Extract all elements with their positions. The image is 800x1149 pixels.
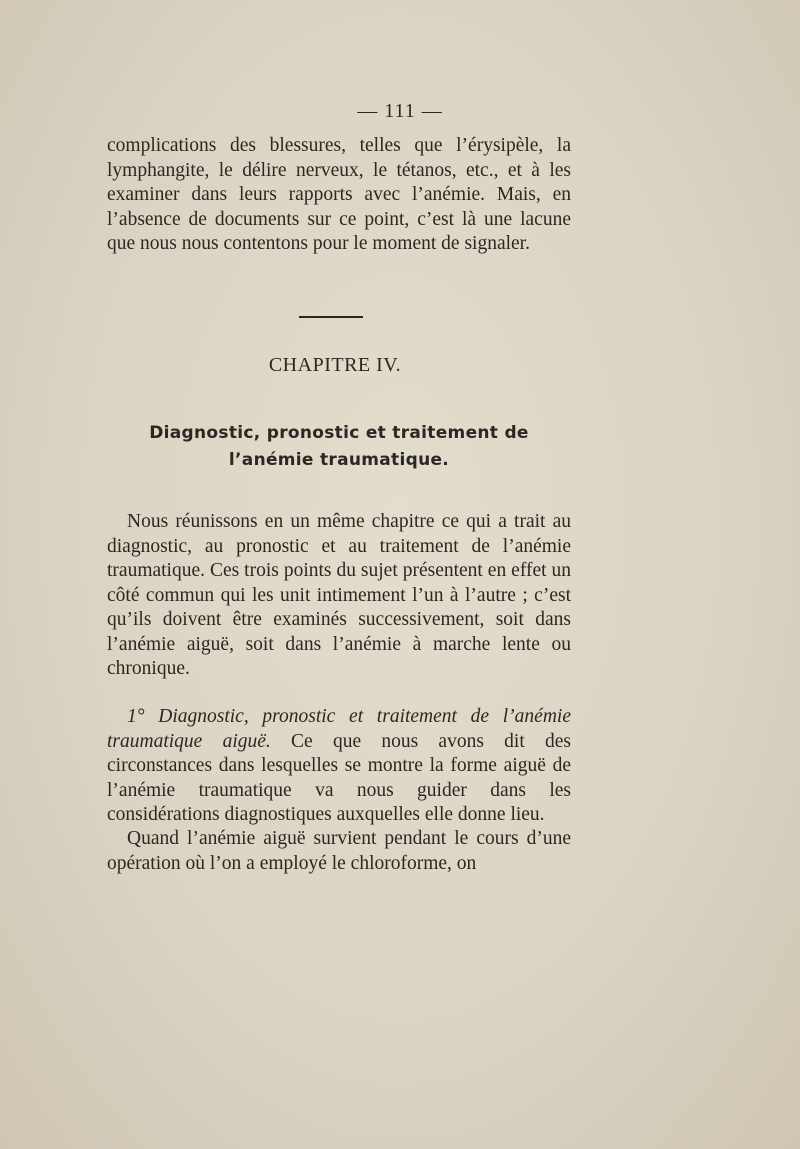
paragraph-introduction — [107, 510, 571, 682]
paragraph-chloroform — [107, 827, 571, 876]
chapter-title: CHAPITRE IV. — [268, 354, 402, 376]
paragraph-body — [107, 705, 571, 828]
paragraph-complications — [107, 134, 571, 257]
paragraph-text: Ce que nous avons dit des circonstances dans lesquelles se montre la forme aiguë de l’anémie traumatique va nous guider dans les considérations diagnostiques auxquelles elle donne lieu. — [107, 730, 571, 825]
page-number: — 111 — — [357, 100, 443, 122]
paragraph-text: Quand l’anémie aiguë survient pendant le cours d’une opération où l’on a employé le chloroforme, on — [107, 828, 571, 874]
section-divider — [299, 316, 363, 318]
paragraph-text: Nous réunissons en un même chapitre ce qui a trait au diagnostic, au pronostic et au traitement de l’anémie traumatique. Ces trois points du sujet présentent en effet un côté commun qui les unit intimement l’un à l’autre ; c’est qu’ils doivent être examinés successivement, soit dans l’anémie aiguë, soit dans l’anémie à marche lente ou chronique. — [107, 511, 571, 679]
paragraph-text: complications des blessures, telles que l’érysipèle, la lymphangite, le délire nerveux, le tétanos, etc., et à les examiner dans leurs rapports avec l’anémie. Mais, en l’absence de documents sur ce point, c’est là une lacune que nous nous contentons pour le moment de signaler. — [107, 135, 571, 254]
section-title: Diagnostic, pronostic et traitement de l’anémie traumatique. — [149, 423, 529, 470]
paragraph-acute-anemia — [107, 705, 571, 828]
subsection-heading: 1° Diagnostic, pronostic et traitement de l’anémie traumatique aiguë. — [107, 706, 571, 752]
